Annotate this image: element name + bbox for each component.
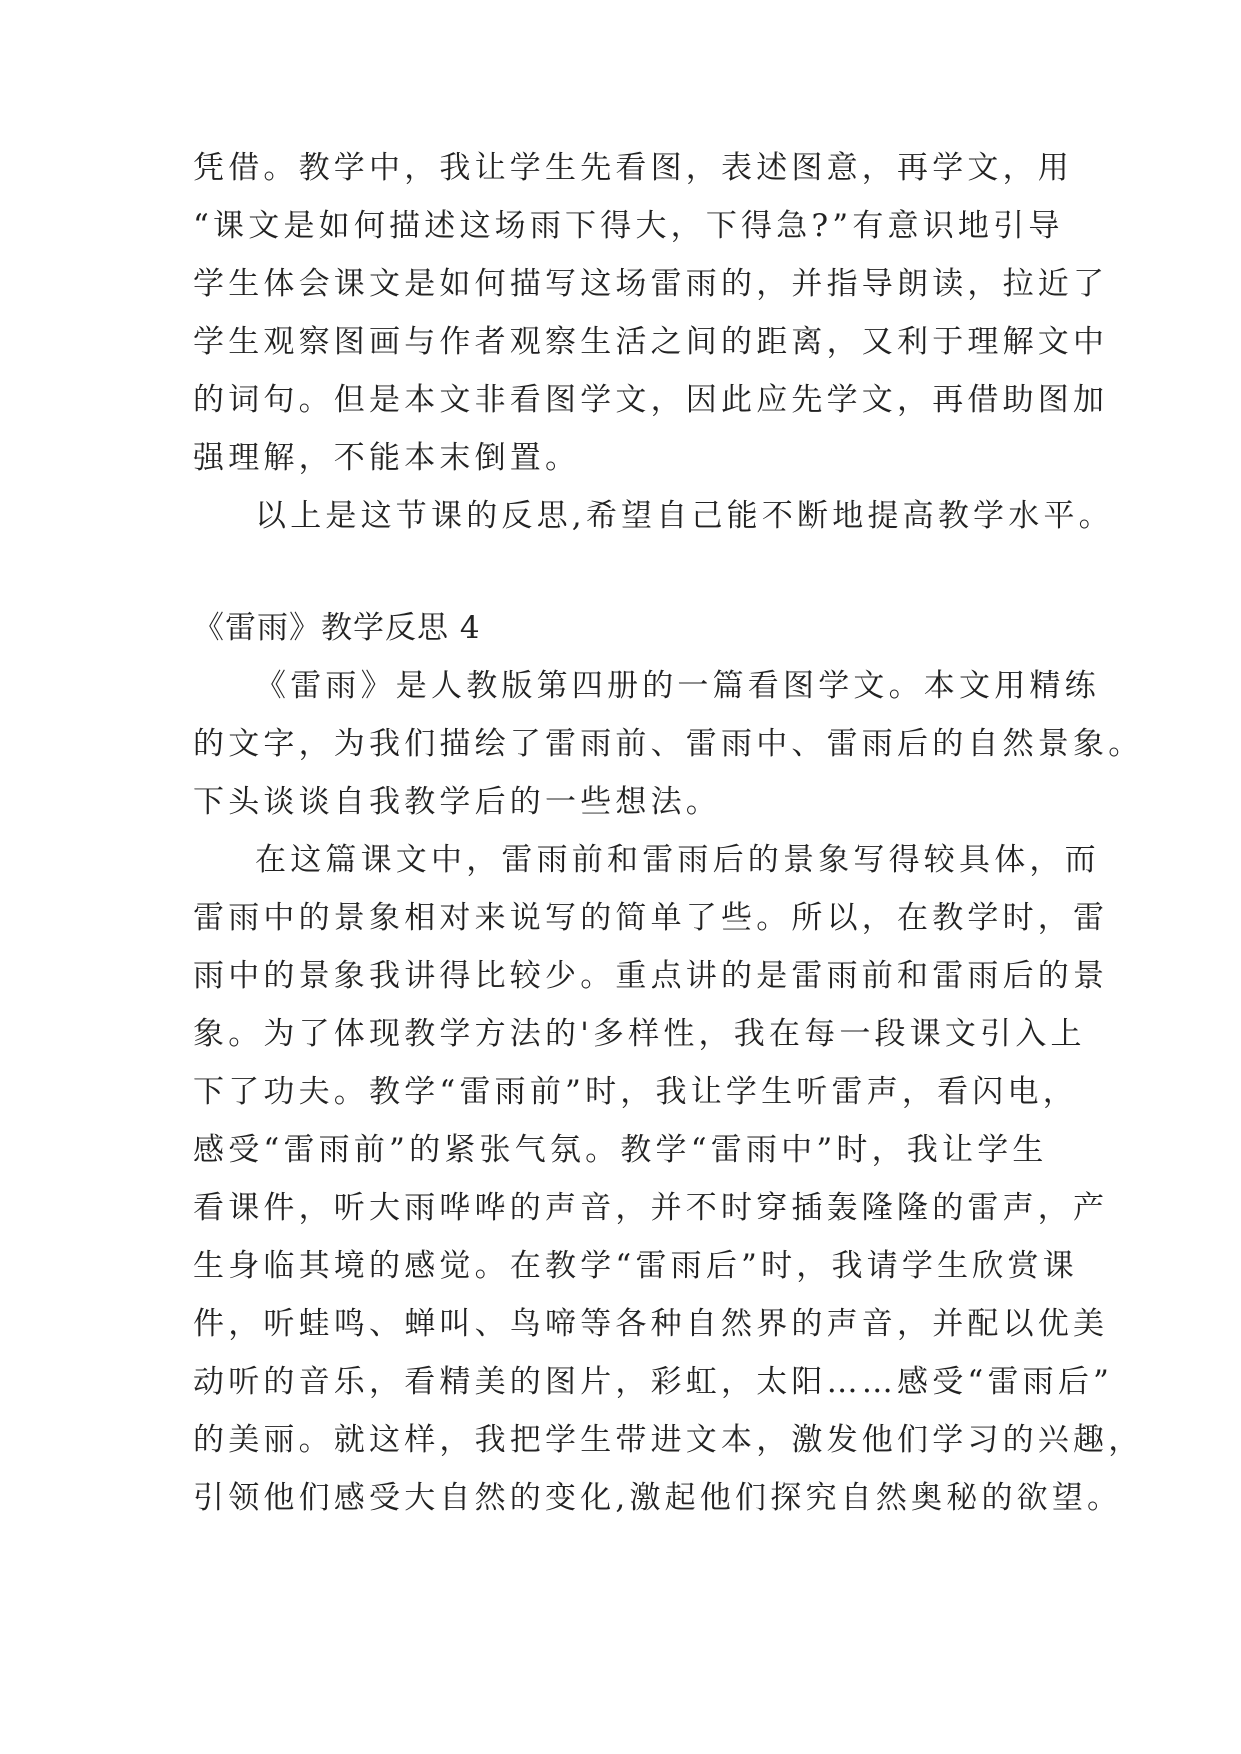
paragraph-4-line-12: 引领他们感受大自然的变化,激起他们探究自然奥秘的欲望。 — [193, 1480, 1123, 1516]
paragraph-2: 以上是这节课的反思,希望自己能不断地提高教学水平。 — [255, 498, 1114, 534]
paragraph-4-line-3: 雨中的景象我讲得比较少。重点讲的是雷雨前和雷雨后的景 — [193, 958, 1109, 994]
paragraph-4-line-9: 件，听蛙鸣、蝉叫、鸟啼等各种自然界的声音，并配以优美 — [193, 1306, 1109, 1342]
paragraph-1-line-6: 强理解，不能本末倒置。 — [193, 440, 581, 476]
paragraph-3-line-2: 的文字，为我们描绘了雷雨前、雷雨中、雷雨后的自然景象。 — [193, 726, 1144, 762]
paragraph-4-line-8: 生身临其境的感觉。在教学“雷雨后”时，我请学生欣赏课 — [193, 1248, 1078, 1284]
paragraph-1-line-2: “课文是如何描述这场雨下得大，下得急?”有意识地引导 — [193, 208, 1064, 244]
paragraph-4-line-10: 动听的音乐，看精美的图片，彩虹，太阳……感受“雷雨后” — [193, 1364, 1114, 1400]
paragraph-3-line-1: 《雷雨》是人教版第四册的一篇看图学文。本文用精练 — [255, 668, 1100, 704]
paragraph-4-line-4: 象。为了体现教学方法的'多样性，我在每一段课文引入上 — [193, 1016, 1086, 1052]
paragraph-1-line-1: 凭借。教学中，我让学生先看图，表述图意，再学文，用 — [193, 150, 1073, 186]
paragraph-4-line-1: 在这篇课文中，雷雨前和雷雨后的景象写得较具体，而 — [255, 842, 1100, 878]
paragraph-1-line-3: 学生体会课文是如何描写这场雷雨的，并指导朗读，拉近了 — [193, 266, 1109, 302]
paragraph-4-line-11: 的美丽。就这样，我把学生带进文本，激发他们学习的兴趣， — [193, 1422, 1144, 1458]
paragraph-4-line-5: 下了功夫。教学“雷雨前”时，我让学生听雷声，看闪电， — [193, 1074, 1078, 1110]
section-title: 《雷雨》教学反思 4 — [193, 610, 481, 646]
paragraph-1-line-5: 的词句。但是本文非看图学文，因此应先学文，再借助图加 — [193, 382, 1109, 418]
paragraph-3-line-3: 下头谈谈自我教学后的一些想法。 — [193, 784, 721, 820]
paragraph-4-line-7: 看课件，听大雨哗哗的声音，并不时穿插轰隆隆的雷声，产 — [193, 1190, 1109, 1226]
paragraph-1-line-4: 学生观察图画与作者观察生活之间的距离，又利于理解文中 — [193, 324, 1109, 360]
paragraph-4-line-6: 感受“雷雨前”的紧张气氛。教学“雷雨中”时，我让学生 — [193, 1132, 1048, 1168]
paragraph-4-line-2: 雷雨中的景象相对来说写的简单了些。所以，在教学时，雷 — [193, 900, 1109, 936]
